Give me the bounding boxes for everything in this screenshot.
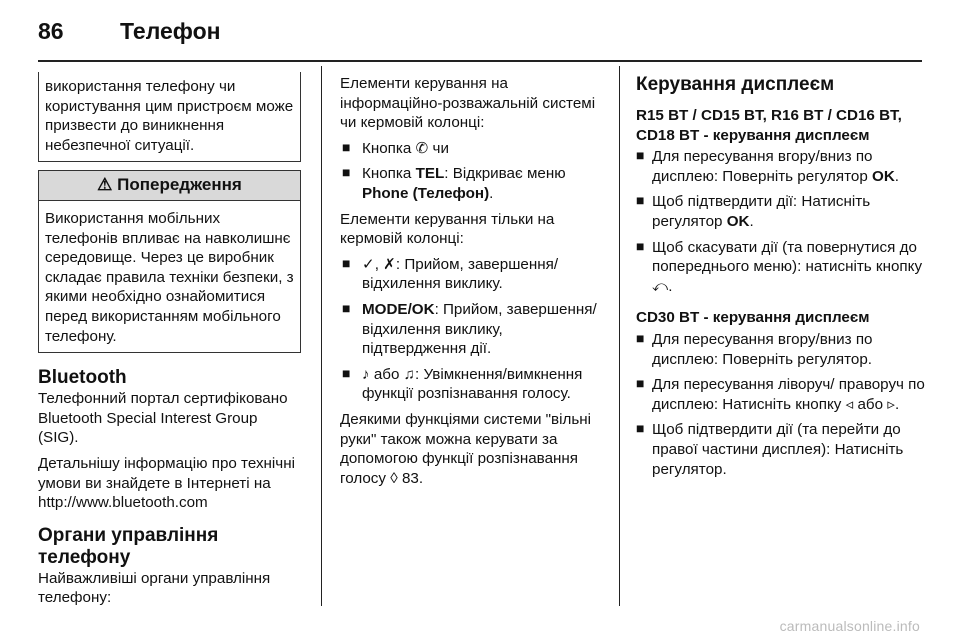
mode-ok-key: MODE/OK [362,300,435,318]
list-item: ■ Щоб скасувати дії (та повернутися до попереднього меню): натисніть кнопку ⤺. [636,238,926,297]
controls-paragraph: Найважливіші органи управління телефону: [38,569,271,607]
list-item: ■ ♪ або ♫: Увімкнення/вимкнення функції розпізнавання голосу. [340,365,610,404]
list-item: ■ Для пересування ліворуч/ праворуч по дисплею: Натисніть кнопку ◃ або ▹. [636,375,926,414]
list-item: ■ Щоб підтвердити дії: Натисніть регулятор OK. [636,192,926,231]
voice-off-icon: ♫ [403,365,416,383]
phone-button-icon: ✆ [415,139,429,157]
list-item: ■ Кнопка ✆ чи [340,139,610,159]
continued-warning-text: використання телефону чи користування цим пристроєм може призвести до виникнення небезпечної ситуації. [45,78,294,154]
warning-triangle-icon: ⚠ [97,175,113,195]
warning-text: Використання мобільних телефонів впливає на навколишнє середовище. Через це виробник складає правила техніки безпеки, з якими необхідно ознайомитися перед використанням мобільного телефону. [45,209,294,345]
column-divider-1 [321,66,322,606]
column-1 [38,72,301,614]
bluetooth-paragraph-1: Телефонний портал сертифіковано Bluetooth Special Interest Group (SIG). [38,390,288,447]
list-item: ■ Кнопка TEL: Відкриває меню Phone (Телефон). [340,164,610,203]
steering-intro: Елементи керування тільки на кермовій колонці: [340,210,555,248]
list-item: ■ ✓, ✗: Прийом, завершення/ відхилення виклику. [340,255,610,294]
column-divider-2 [619,66,620,606]
page-header [38,18,221,45]
call-accept-reject-icons: ✓, ✗ [362,255,396,273]
subheading-r15: R15 BT / CD15 BT, R16 BT / CD16 BT, CD18 BT - керування дисплеєм [636,107,902,144]
warning-title: Попередження [117,175,242,195]
left-arrow-icon: ◃ [845,395,854,413]
list-item: ■ Для пересування вгору/вниз по дисплею: Поверніть регулятор. [636,330,926,369]
page-ref-icon: ◊ [390,469,398,487]
warning-box [38,170,301,353]
right-arrow-icon: ▹ [887,395,895,413]
header-rule [38,60,922,62]
column-2 [340,74,610,494]
list-item: ■ MODE/OK: Прийом, завершення/ відхилення виклику, підтвердження дії. [340,300,610,359]
voice-on-icon: ♪ [362,365,370,383]
voice-paragraph: Деякими функціями системи "вільні руки" також можна керувати за допомогою функції розпізнавання голосу ◊ 83. [340,410,592,487]
bluetooth-paragraph-2: Детальнішу інформацію про технічні умови ви знайдете в Інтернеті на http://www.bluetooth.com [38,454,295,512]
watermark: carmanualsonline.info [779,618,920,634]
tel-key: TEL [415,165,445,183]
warning-header [39,171,300,201]
list-item: ■ Щоб підтвердити дії (та перейти до правої частини дисплея): Натисніть регулятор. [636,420,926,479]
column-3 [636,74,926,485]
back-button-icon: ⤺ [652,277,669,295]
controls-intro: Елементи керування на інформаційно-розважальній системі чи кермовій колонці: [340,75,596,132]
list-item: ■ Для пересування вгору/вниз по дисплею: Поверніть регулятор OK. [636,147,926,186]
page-number: 86 [38,18,64,44]
continued-warning-box [38,72,301,162]
display-control-heading: Керування дисплеєм [636,74,835,95]
controls-heading: Органи управління телефону [38,524,219,568]
phone-menu-label: Phone (Телефон) [362,184,490,202]
bluetooth-heading: Bluetooth [38,367,127,389]
subheading-cd30: CD30 BT - керування дисплеєм [636,309,870,327]
page-title: Телефон [120,18,221,44]
